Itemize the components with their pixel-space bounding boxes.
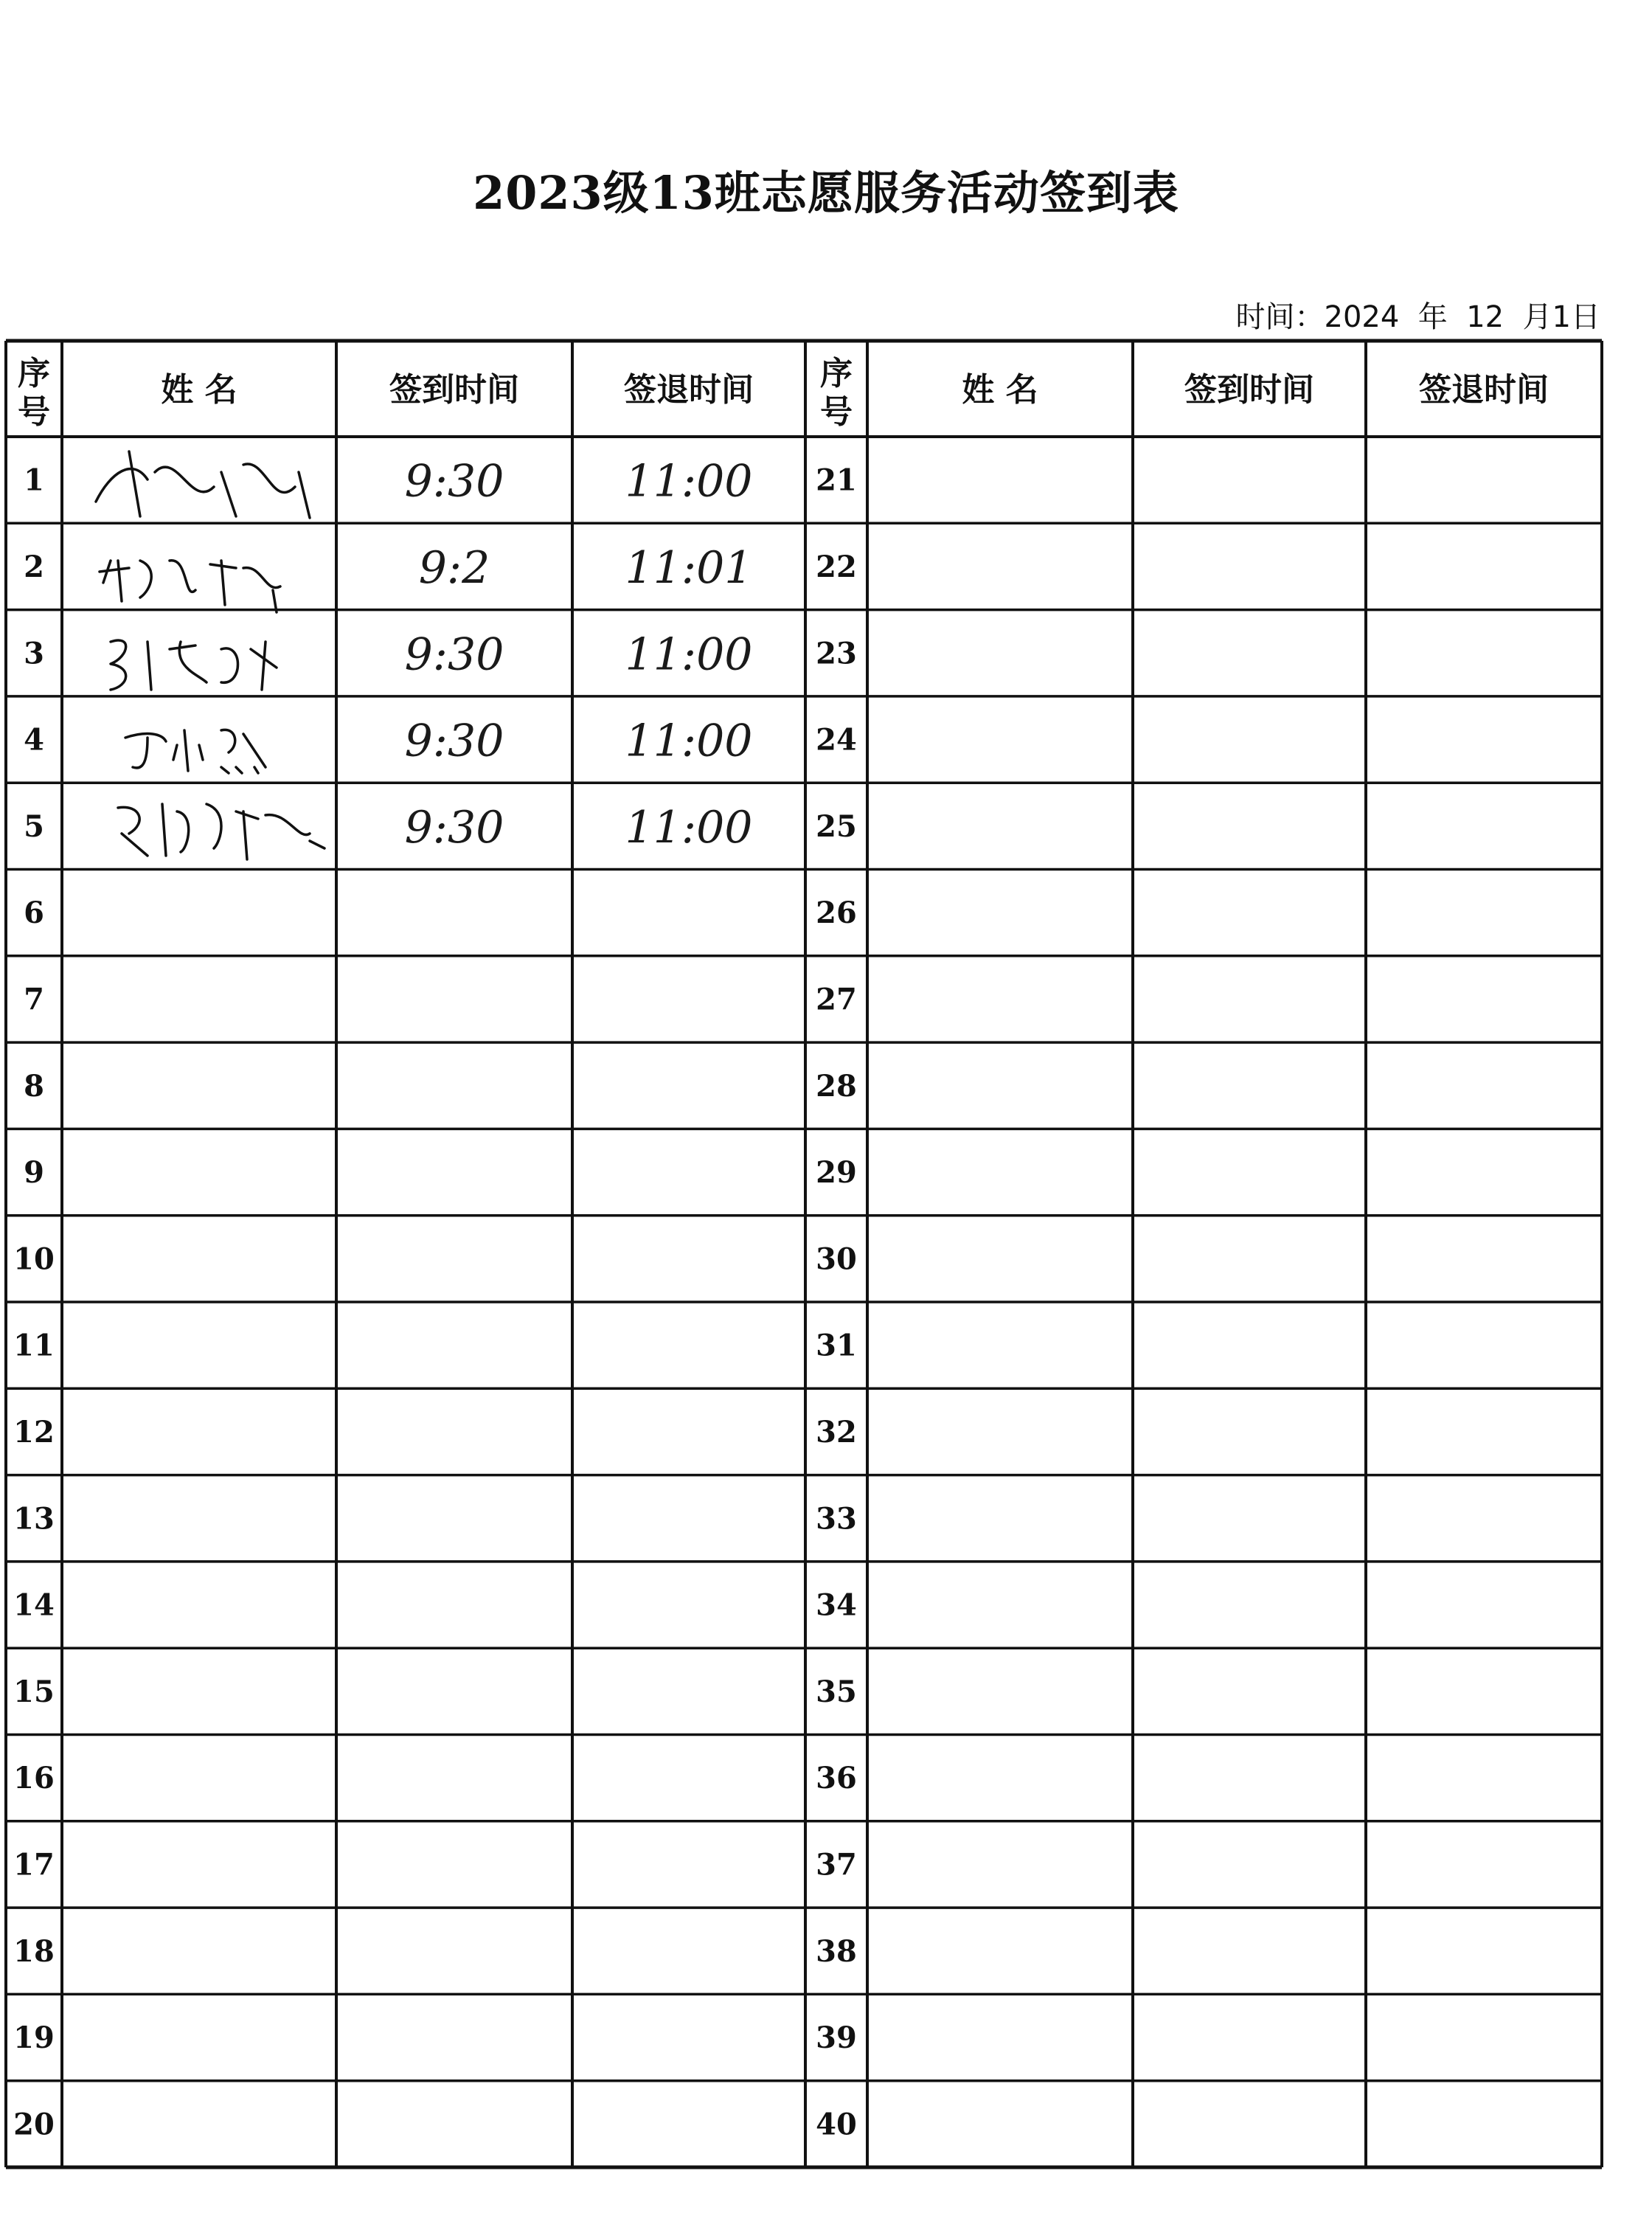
table-body (13, 456, 857, 2142)
date-month: 12 (1466, 300, 1504, 334)
header-sign-in: 签到时间 (1184, 371, 1314, 409)
date-line (1236, 294, 1600, 336)
table-header (18, 355, 1549, 431)
row-number: 29 (816, 1155, 857, 1191)
row-number: 35 (816, 1674, 857, 1709)
header-seq-bottom: 号 (18, 393, 50, 431)
header-seq-top: 序 (18, 355, 50, 392)
row-number: 19 (13, 2020, 55, 2056)
row-number: 17 (13, 1847, 55, 1883)
row-number: 7 (24, 982, 44, 1017)
row-number: 39 (816, 2020, 857, 2056)
cell-sign-out-time: 11:00 (625, 715, 753, 767)
cell-sign-out-time: 11:00 (625, 801, 753, 853)
signature-stroke-1 (96, 451, 310, 518)
row-number: 40 (816, 2107, 857, 2142)
header-seq-bottom: 号 (820, 393, 853, 431)
row-number: 24 (816, 722, 857, 758)
signature-stroke-3 (111, 640, 277, 690)
row-number: 14 (13, 1587, 55, 1623)
row-number: 11 (13, 1328, 55, 1363)
row-number: 30 (816, 1241, 857, 1277)
row-number: 34 (816, 1587, 857, 1623)
row-number: 36 (816, 1761, 857, 1796)
row-number: 12 (13, 1414, 55, 1450)
row-number: 10 (13, 1241, 55, 1277)
row-number: 3 (24, 636, 44, 671)
cell-sign-in-time: 9:30 (404, 628, 504, 681)
row-number: 22 (816, 549, 857, 584)
row-number: 37 (816, 1847, 857, 1883)
header-name: 姓 名 (962, 371, 1038, 409)
cell-sign-out-time: 11:00 (625, 455, 753, 508)
cell-sign-out-time: 11:00 (625, 628, 753, 681)
row-number: 27 (816, 982, 857, 1017)
row-number: 28 (816, 1068, 857, 1104)
row-number: 32 (816, 1414, 857, 1450)
signatures-layer (96, 451, 324, 859)
row-number: 31 (816, 1328, 857, 1363)
row-number: 5 (24, 808, 44, 844)
row-number: 38 (816, 1933, 857, 1969)
header-sign-out: 签退时间 (624, 371, 754, 409)
row-number: 2 (24, 549, 44, 584)
signature-stroke-2 (100, 561, 280, 612)
cell-sign-in-time: 9:30 (404, 455, 504, 508)
table-grid (6, 341, 1602, 2167)
row-number: 15 (13, 1674, 55, 1709)
cell-sign-in-time: 9:30 (404, 715, 504, 767)
row-number: 1 (24, 463, 44, 498)
cell-sign-in-time: 9:2 (418, 541, 490, 594)
header-seq-top: 序 (820, 355, 853, 392)
row-number: 25 (816, 808, 857, 844)
row-number: 16 (13, 1761, 55, 1796)
row-number: 4 (24, 722, 44, 758)
row-number: 6 (24, 896, 44, 931)
row-number: 21 (816, 463, 857, 498)
header-sign-out: 签退时间 (1419, 371, 1549, 409)
row-number: 26 (816, 896, 857, 931)
row-number: 18 (13, 1933, 55, 1969)
signature-stroke-4 (125, 730, 266, 773)
header-name: 姓 名 (161, 371, 237, 409)
sheet-title: 2023级13班志愿服务活动签到表 (473, 166, 1179, 220)
cell-sign-in-time: 9:30 (404, 801, 504, 853)
header-sign-in: 签到时间 (389, 371, 519, 409)
row-number: 13 (13, 1501, 55, 1537)
signature-stroke-5 (118, 804, 324, 859)
row-number: 9 (24, 1155, 44, 1191)
date-year-char: 年 (1417, 300, 1448, 334)
row-number: 8 (24, 1068, 44, 1104)
date-prefix: 时间：2024 (1235, 300, 1400, 334)
cell-sign-out-time: 11:01 (625, 541, 753, 594)
date-suffix: 月1日 (1522, 300, 1600, 334)
row-number: 33 (816, 1501, 857, 1537)
row-number: 23 (816, 636, 857, 671)
row-number: 20 (13, 2107, 55, 2142)
